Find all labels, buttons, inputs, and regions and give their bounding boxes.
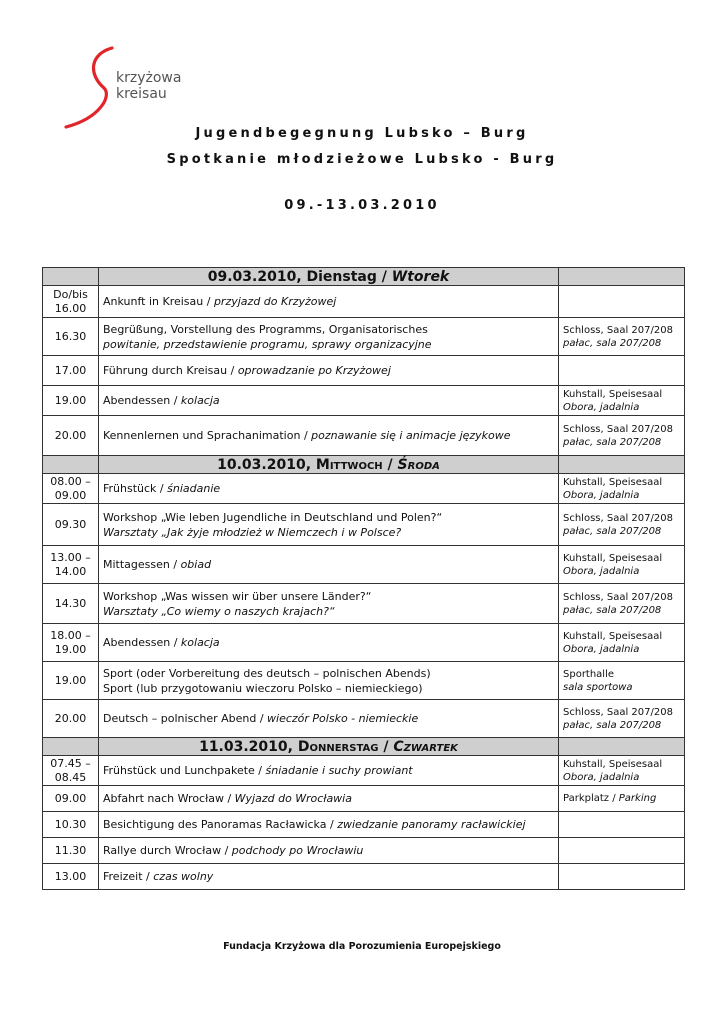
schedule-row [43,700,685,738]
row-description-pl: Wyjazd do Wrocławia [234,792,352,805]
day-title [99,268,559,286]
row-location-pl: Obora, jadalnia [563,565,640,577]
row-description-de: Frühstück und Lunchpakete / [103,764,266,777]
schedule-row [43,546,685,584]
row-location-pl: Obora, jadalnia [563,489,640,501]
day-header-empty [43,738,99,756]
row-description-de: Begrüßung, Vorstellung des Programms, Organisatorisches [103,322,428,336]
row-description-de: Kennenlernen und Sprachanimation / [103,429,312,442]
row-description [99,584,559,624]
day-weekday-pl: Wtorek [391,268,450,285]
row-location [559,662,685,700]
row-time: 14.30 [43,584,99,624]
row-time: 10.30 [43,812,99,838]
row-time: 13.00 [43,864,99,890]
row-location [559,838,685,864]
row-description-de: Abendessen / [103,394,181,407]
schedule-row [43,812,685,838]
row-description-pl: obiad [180,558,212,571]
row-description-pl: poznawanie się i animacje językowe [311,429,511,442]
row-description [99,838,559,864]
row-time: 11.30 [43,838,99,864]
footer: Fundacja Krzyżowa dla Porozumienia Europejskiego [223,941,501,952]
row-description-pl: zwiedzanie panoramy racławickiej [337,818,526,831]
row-time: 17.00 [43,356,99,386]
row-location [559,864,685,890]
day-weekday-pl: Czwartek [393,738,458,755]
row-description-de: Führung durch Kreisau / [103,364,238,377]
row-description-pl: Warsztaty „Co wiemy o naszych krajach?“ [103,604,335,618]
row-description [99,318,559,356]
row-description-pl: czas wolny [153,870,214,883]
row-time: 20.00 [43,416,99,456]
day-header-empty [43,456,99,474]
row-description-pl: śniadanie [167,482,221,495]
day-title [99,738,559,756]
row-location [559,474,685,504]
row-location [559,812,685,838]
row-time: 13.00 – 14.00 [43,546,99,584]
row-location-de: Kuhstall, Speisesaal [563,388,663,400]
row-time: Do/bis 16.00 [43,286,99,318]
schedule-row [43,864,685,890]
logo [60,44,180,130]
schedule-row [43,416,685,456]
row-description [99,504,559,546]
row-location-pl: Parking [618,793,657,804]
logo-line2: kreisau [116,86,167,102]
schedule-row [43,838,685,864]
row-location-de: Schloss, Saal 207/208 [563,423,673,435]
row-description-de: Abendessen / [103,636,181,649]
schedule-row [43,584,685,624]
row-time: 09.30 [43,504,99,546]
row-location-pl: pałac, sala 207/208 [563,604,662,616]
row-location-de: Kuhstall, Speisesaal [563,552,663,564]
logo-text [116,70,181,102]
date-range: 09.-13.03.2010 [284,198,440,213]
row-location-de: Kuhstall, Speisesaal [563,630,663,642]
row-time: 18.00 – 19.00 [43,624,99,662]
row-description-de: Workshop „Wie leben Jugendliche in Deutschland und Polen?“ [103,510,443,524]
schedule-row [43,356,685,386]
row-location-pl: pałac, sala 207/208 [563,436,662,448]
day-separator: / [387,456,393,473]
day-header-empty [559,738,685,756]
day-date: 09.03.2010, [207,268,302,285]
day-weekday-de: Dienstag [306,268,377,285]
row-description-pl: podchody po Wrocławiu [231,844,364,857]
row-location-de: Schloss, Saal 207/208 [563,591,673,603]
row-description [99,700,559,738]
schedule-row [43,318,685,356]
row-description-pl: Sport (lub przygotowaniu wieczoru Polsko – niemieckiego) [103,681,423,695]
row-description-pl: kolacja [180,394,220,407]
day-header-empty [559,268,685,286]
day-separator: / [383,738,389,755]
row-description-de: Rallye durch Wrocław / [103,844,232,857]
row-time: 07.45 – 08.45 [43,756,99,786]
logo-line1: krzyżowa [116,70,182,86]
row-description [99,786,559,812]
row-description [99,812,559,838]
day-header-row [43,456,685,474]
row-description-pl: kolacja [180,636,220,649]
row-description-pl: przyjazd do Krzyżowej [213,295,337,308]
row-time: 19.00 [43,386,99,416]
row-location-de: Parkplatz / [563,793,619,804]
row-location-de: Schloss, Saal 207/208 [563,706,673,718]
row-location-pl: pałac, sala 207/208 [563,337,662,349]
row-description [99,386,559,416]
row-location [559,624,685,662]
row-time: 16.30 [43,318,99,356]
row-description [99,356,559,386]
day-weekday-pl: Środa [397,456,440,473]
row-location [559,504,685,546]
row-time: 20.00 [43,700,99,738]
page-title: Jugendbegegnung Lubsko – Burg [195,126,529,141]
row-location-pl: sala sportowa [563,681,633,693]
row-time: 19.00 [43,662,99,700]
row-description-de: Besichtigung des Panoramas Racławicka / [103,818,338,831]
row-location [559,318,685,356]
day-header-empty [43,268,99,286]
day-header-empty [559,456,685,474]
row-description-de: Mittagessen / [103,558,181,571]
row-description-de: Frühstück / [103,482,168,495]
page-subtitle: Spotkanie młodzieżowe Lubsko - Burg [166,152,558,167]
row-location [559,700,685,738]
schedule-row [43,474,685,504]
row-description-de: Deutsch – polnischer Abend / [103,712,268,725]
row-description-de: Abfahrt nach Wrocław / [103,792,235,805]
row-description [99,474,559,504]
schedule-row [43,756,685,786]
row-description [99,624,559,662]
row-location-de: Schloss, Saal 207/208 [563,324,673,336]
row-description-de: Freizeit / [103,870,154,883]
row-description [99,864,559,890]
row-description-pl: oprowadzanie po Krzyżowej [237,364,391,377]
row-description [99,286,559,318]
row-description-pl: powitanie, przedstawienie programu, sprawy organizacyjne [103,337,432,351]
schedule-row [43,662,685,700]
day-separator: / [381,268,387,285]
row-location-pl: Obora, jadalnia [563,643,640,655]
row-description-de: Ankunft in Kreisau / [103,295,214,308]
row-location [559,386,685,416]
row-time: 08.00 – 09.00 [43,474,99,504]
day-weekday-de: Mittwoch [315,456,383,473]
row-location-de: Sporthalle [563,668,615,680]
row-location [559,286,685,318]
row-location-pl: Obora, jadalnia [563,401,640,413]
row-location-pl: pałac, sala 207/208 [563,719,662,731]
row-location-de: Kuhstall, Speisesaal [563,758,663,770]
row-location-pl: pałac, sala 207/208 [563,525,662,537]
row-location [559,416,685,456]
logo-swoosh-icon [60,44,120,130]
row-location-de: Kuhstall, Speisesaal [563,476,663,488]
row-time: 09.00 [43,786,99,812]
schedule-table [42,267,685,890]
row-location-de: Schloss, Saal 207/208 [563,512,673,524]
row-description [99,546,559,584]
row-description-de: Workshop „Was wissen wir über unsere Länder?“ [103,589,372,603]
day-date: 11.03.2010, [199,738,293,755]
row-location [559,786,685,812]
day-header-row [43,738,685,756]
schedule-row [43,386,685,416]
row-description [99,756,559,786]
schedule-row [43,286,685,318]
row-description-de: Sport (oder Vorbereitung des deutsch – polnischen Abends) [103,666,431,680]
row-location [559,356,685,386]
day-header-row [43,268,685,286]
day-title [99,456,559,474]
row-location [559,546,685,584]
row-description-pl: wieczór Polsko - niemieckie [267,712,419,725]
row-location [559,584,685,624]
day-weekday-de: Donnerstag [297,738,379,755]
schedule-row [43,504,685,546]
row-description-pl: Warsztaty „Jak żyje młodzież w Niemczech i w Polsce? [103,525,402,539]
day-date: 10.03.2010, [217,456,312,473]
row-description [99,416,559,456]
row-location-pl: Obora, jadalnia [563,771,640,783]
row-description-pl: śniadanie i suchy prowiant [265,764,413,777]
schedule-row [43,624,685,662]
row-description [99,662,559,700]
row-location [559,756,685,786]
schedule-row [43,786,685,812]
